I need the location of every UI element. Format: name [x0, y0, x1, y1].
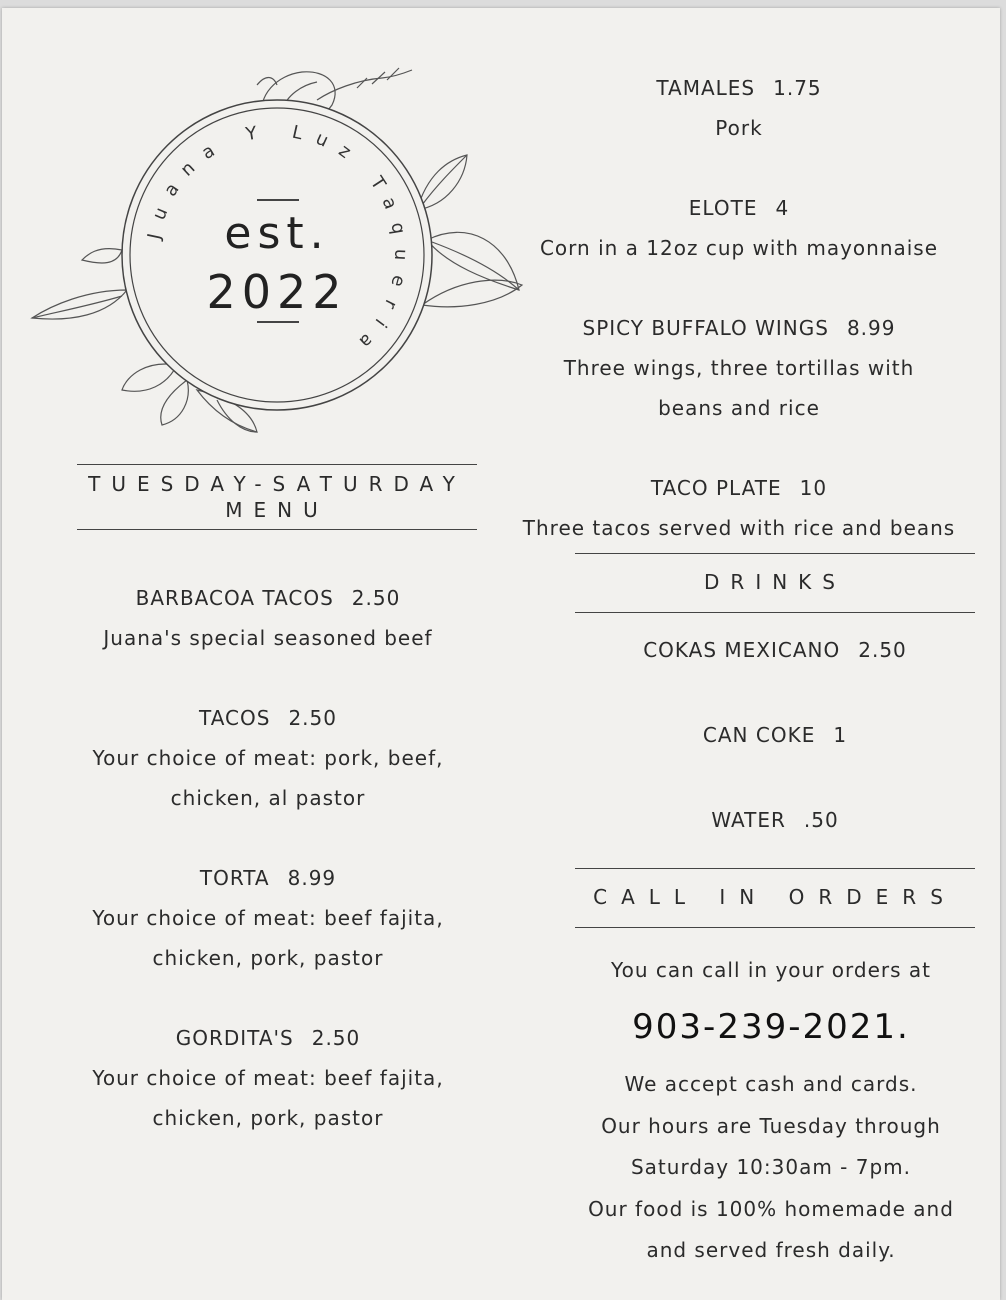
call-in-orders-heading: CALL IN ORDERS — [575, 868, 975, 928]
menu-item-desc: Your choice of meat: beef fajita, chicken, pork, pastor — [92, 906, 444, 970]
info-line: Our hours are Tuesday through — [601, 1113, 941, 1138]
menu-item-title — [514, 68, 964, 108]
drink-name: COKAS MEXICANO — [643, 638, 841, 662]
menu-item-title — [68, 698, 468, 738]
menu-item-desc: Juana's special seasoned beef — [103, 626, 433, 650]
menu-heading: TUESDAY-SATURDAY MENU — [77, 464, 477, 530]
drink-price: .50 — [803, 808, 839, 832]
menu-item-name: ELOTE — [688, 196, 758, 220]
menu-item — [514, 308, 964, 428]
info-line: Saturday 10:30am - 7pm. — [630, 1155, 912, 1179]
drink-item — [575, 630, 975, 715]
drink-name: CAN COKE — [702, 723, 816, 747]
info-line: Our food is 100% homemade and — [588, 1196, 954, 1221]
drink-price: 1 — [833, 723, 848, 747]
menu-item — [68, 578, 468, 658]
menu-item-desc: Three tacos served with rice and beans — [522, 516, 956, 540]
logo-circle-textpath: Juana Y Luz Taqueria — [143, 120, 412, 362]
menu-item — [68, 698, 468, 818]
menu-item-name: TORTA — [199, 866, 270, 890]
menu-item-price: 2.50 — [351, 586, 401, 610]
menu-item-title — [514, 468, 964, 508]
menu-item — [68, 858, 468, 978]
menu-item-desc: Three wings, three tortillas with beans and rice — [563, 356, 915, 420]
menu-item-title — [68, 858, 468, 898]
menu-item-title — [514, 308, 964, 348]
menu-item-name: TACO PLATE — [650, 476, 782, 500]
drinks-heading: DRINKS — [575, 553, 975, 613]
menu-item — [68, 1018, 468, 1138]
menu-item-desc: Your choice of meat: pork, beef, chicken, al pastor — [92, 746, 444, 810]
menu-item-desc: Pork — [715, 116, 763, 140]
phone-number: 903-239-2021. — [632, 1007, 910, 1047]
menu-item-title — [514, 188, 964, 228]
menu-item — [514, 188, 964, 268]
menu-item-price: 2.50 — [311, 1026, 361, 1050]
menu-item-desc: Your choice of meat: beef fajita, chicken, pork, pastor — [92, 1066, 444, 1130]
menu-page — [2, 8, 1000, 1300]
menu-item-name: TACOS — [199, 706, 271, 730]
menu-item-price: 8.99 — [287, 866, 337, 890]
taqueria-logo — [27, 60, 527, 450]
menu-item-name: SPICY BUFFALO WINGS — [582, 316, 829, 340]
menu-item-name: TAMALES — [656, 76, 756, 100]
menu-item — [514, 68, 964, 148]
orders-info — [571, 950, 971, 1272]
info-line: We accept cash and cards. — [624, 1072, 918, 1096]
menu-item — [514, 468, 964, 548]
menu-item-price: 1.75 — [773, 76, 822, 100]
menu-item-price: 2.50 — [288, 706, 337, 730]
menu-item-price: 4 — [775, 196, 790, 220]
menu-item-price: 10 — [799, 476, 828, 500]
info-line: and served fresh daily. — [646, 1238, 896, 1262]
left-menu-column — [68, 578, 468, 1178]
menu-item-name: GORDITA'S — [175, 1026, 294, 1050]
menu-item-title — [68, 1018, 468, 1058]
drink-price: 2.50 — [858, 638, 907, 662]
right-menu-column — [514, 68, 964, 588]
logo-year: 2022 — [206, 265, 348, 319]
logo-est: est. — [224, 208, 330, 259]
drink-name: WATER — [711, 808, 786, 832]
menu-item-name: BARBACOA TACOS — [135, 586, 334, 610]
menu-item-price: 8.99 — [846, 316, 896, 340]
menu-item-title — [68, 578, 468, 618]
drinks-list — [575, 630, 975, 885]
orders-intro: You can call in your orders at — [611, 958, 931, 982]
drink-item — [575, 715, 975, 800]
menu-item-desc: Corn in a 12oz cup with mayonnaise — [539, 236, 939, 260]
